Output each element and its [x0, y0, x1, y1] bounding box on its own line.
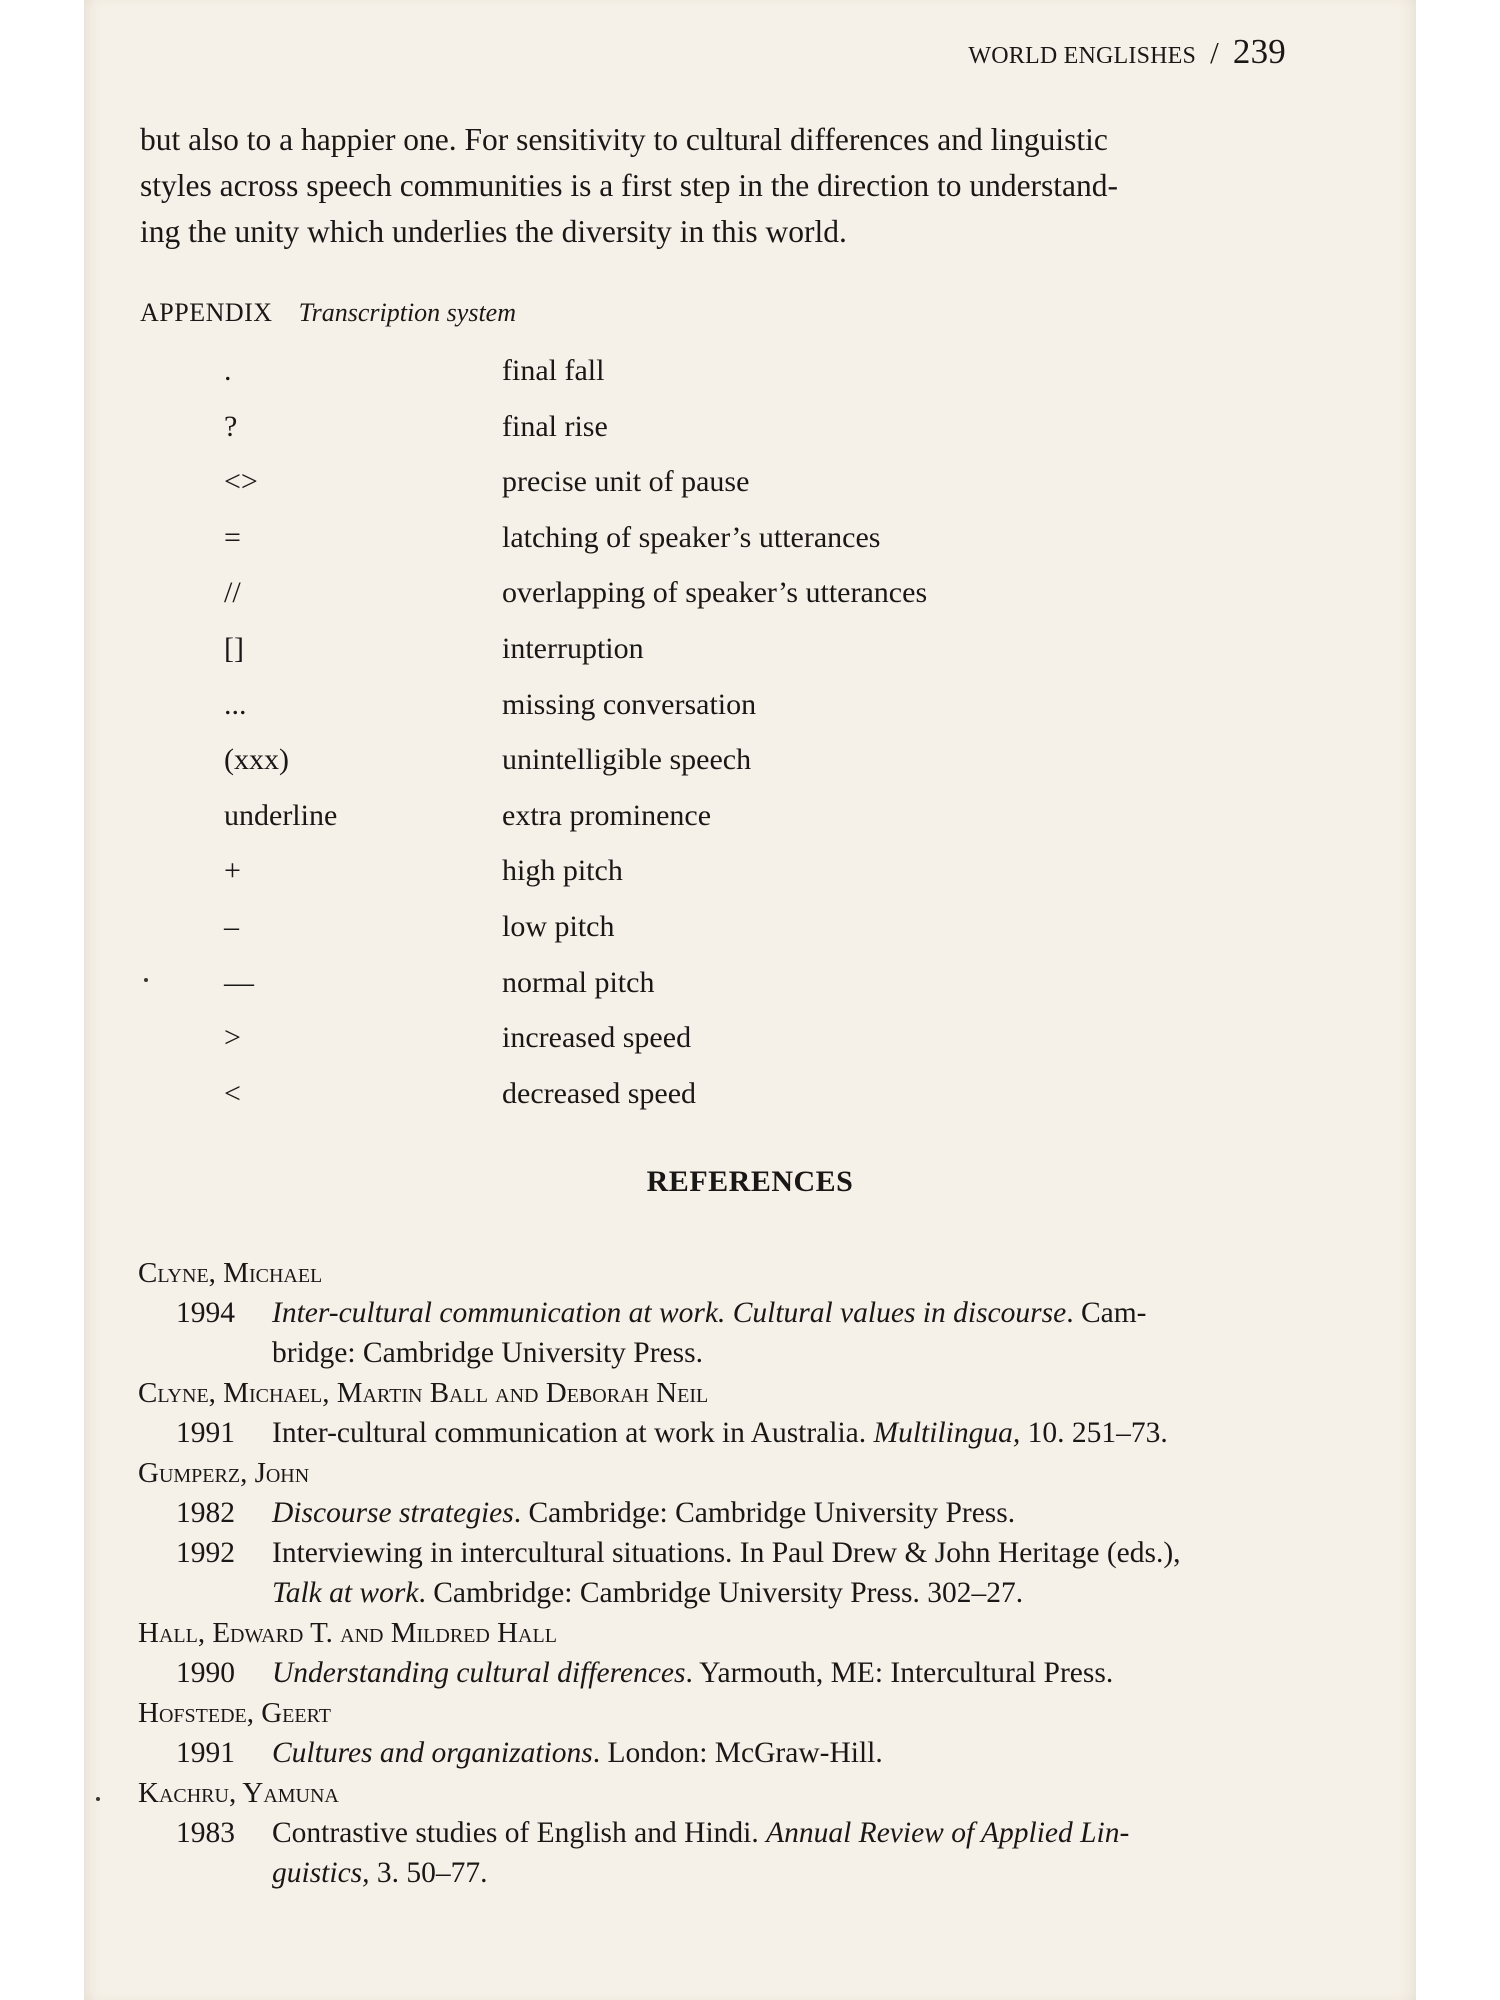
transcription-symbol: =: [224, 520, 241, 554]
running-head-title: WORLD ENGLISHES: [968, 43, 1197, 69]
reference-entry: [138, 1533, 1338, 1613]
transcription-symbol: –: [224, 910, 239, 943]
transcription-row: [84, 410, 1384, 466]
references-heading: REFERENCES: [646, 1165, 854, 1198]
reference-line: [272, 1533, 1338, 1573]
intro-line: styles across speech communities is a first step in the direction to understand-: [140, 168, 1119, 203]
reference-entry: [138, 1653, 1338, 1693]
reference-text: . Yarmouth, ME: Intercultural Press.: [685, 1657, 1114, 1689]
reference-year: 1983: [176, 1817, 235, 1849]
transcription-symbol: //: [224, 576, 241, 610]
appendix-heading: [140, 298, 516, 328]
stray-dot: [144, 978, 148, 982]
transcription-meaning: normal pitch: [502, 965, 655, 999]
reference-title: guistics,: [272, 1857, 370, 1889]
reference-year: 1992: [176, 1537, 235, 1569]
reference-entry: [138, 1293, 1338, 1373]
running-head-separator: /: [1210, 35, 1219, 70]
transcription-row: [84, 966, 1384, 1022]
reference-entry: [138, 1493, 1338, 1533]
transcription-symbol: (xxx): [224, 743, 289, 777]
transcription-meaning: increased speed: [502, 1021, 692, 1055]
transcription-meaning: latching of speaker’s utterances: [502, 520, 881, 554]
book-page: [84, 0, 1416, 2000]
reference-author: Hall, Edward T. and Mildred Hall: [138, 1617, 557, 1649]
transcription-symbol: underline: [224, 798, 338, 832]
reference-author: Clyne, Michael, Martin Ball and Deborah Neil: [138, 1377, 709, 1409]
reference-text: bridge: Cambridge University Press.: [272, 1337, 703, 1369]
reference-entry: [138, 1733, 1338, 1773]
transcription-meaning: final fall: [502, 354, 605, 387]
stray-dot: [96, 1797, 100, 1801]
reference-line: [272, 1293, 1338, 1333]
transcription-meaning: overlapping of speaker’s utterances: [502, 576, 928, 610]
intro-paragraph: [140, 117, 1290, 255]
reference-title: Multilingua,: [873, 1417, 1021, 1449]
reference-year: 1991: [176, 1737, 235, 1769]
transcription-row: [84, 688, 1384, 744]
reference-title: Discourse strategies: [272, 1497, 514, 1529]
reference-text: . Cambridge: Cambridge University Press. 302–27.: [418, 1577, 1024, 1609]
transcription-row: [84, 910, 1384, 966]
reference-line: [272, 1493, 1338, 1533]
transcription-symbol: +: [224, 854, 241, 888]
transcription-row: [84, 743, 1384, 799]
transcription-row: [84, 1021, 1384, 1077]
reference-text: Inter-cultural communication at work in Australia.: [272, 1417, 874, 1449]
transcription-row: [84, 799, 1384, 855]
reference-entry: [138, 1813, 1338, 1893]
reference-text: . Cam-: [1066, 1297, 1147, 1329]
reference-author: Clyne, Michael: [138, 1257, 323, 1289]
transcription-symbol: <>: [224, 465, 258, 499]
transcription-symbol: <: [224, 1076, 241, 1110]
transcription-row: [84, 854, 1384, 910]
page-number: 239: [1232, 32, 1286, 71]
running-head: [968, 32, 1286, 72]
appendix-label: APPENDIX: [140, 298, 273, 327]
intro-line: ing the unity which underlies the diversity in this world.: [140, 214, 847, 249]
transcription-row: [84, 576, 1384, 632]
reference-author: Kachru, Yamuna: [138, 1777, 339, 1809]
transcription-symbol: .: [224, 354, 232, 387]
reference-entry: [138, 1413, 1338, 1453]
transcription-meaning: missing conversation: [502, 687, 757, 721]
reference-line: [272, 1573, 1338, 1613]
reference-line: [272, 1733, 1338, 1773]
appendix-subtitle: Transcription system: [298, 298, 516, 327]
reference-title: Understanding cultural differences: [272, 1657, 686, 1689]
transcription-meaning: low pitch: [502, 910, 615, 943]
intro-line: but also to a happier one. For sensitivity to cultural differences and linguistic: [140, 122, 1108, 157]
reference-author: Hofstede, Geert: [138, 1697, 331, 1729]
reference-year: 1991: [176, 1417, 235, 1449]
transcription-row: [84, 632, 1384, 688]
transcription-symbol: ?: [224, 409, 238, 443]
transcription-row: [84, 465, 1384, 521]
reference-title: Cultures and organizations: [272, 1737, 593, 1769]
transcription-symbol: []: [224, 632, 244, 665]
transcription-row: [84, 521, 1384, 577]
transcription-meaning: decreased speed: [502, 1076, 697, 1110]
transcription-meaning: unintelligible speech: [502, 743, 752, 777]
reference-line: [272, 1813, 1338, 1853]
transcription-meaning: precise unit of pause: [502, 465, 750, 499]
reference-text: . London: McGraw-Hill.: [592, 1737, 883, 1769]
transcription-symbol: ...: [224, 687, 247, 721]
reference-text: 10. 251–73.: [1020, 1417, 1168, 1449]
transcription-meaning: high pitch: [502, 854, 623, 888]
reference-year: 1990: [176, 1657, 235, 1689]
reference-text: . Cambridge: Cambridge University Press.: [513, 1497, 1016, 1529]
transcription-symbol: >: [224, 1021, 241, 1055]
transcription-symbol: —: [224, 965, 254, 999]
reference-text: 3. 50–77.: [369, 1857, 488, 1889]
transcription-meaning: extra prominence: [502, 798, 712, 832]
reference-text: Interviewing in intercultural situations. In Paul Drew & John Heritage (eds.),: [272, 1537, 1181, 1569]
reference-line: [272, 1853, 1338, 1893]
transcription-meaning: interruption: [502, 632, 644, 665]
reference-author: Gumperz, John: [138, 1457, 310, 1489]
references-list: [138, 1253, 1338, 1893]
reference-line: [272, 1413, 1338, 1453]
reference-text: Contrastive studies of English and Hindi.: [272, 1817, 767, 1849]
transcription-meaning: final rise: [502, 409, 608, 443]
reference-title: Talk at work: [272, 1577, 419, 1609]
reference-line: [272, 1653, 1338, 1693]
transcription-row: [84, 1077, 1384, 1133]
reference-year: 1982: [176, 1497, 235, 1529]
reference-year: 1994: [176, 1297, 235, 1329]
reference-title: Annual Review of Applied Lin-: [766, 1817, 1130, 1849]
reference-title: Inter-cultural communication at work. Cultural values in discourse: [272, 1297, 1067, 1329]
transcription-row: [84, 354, 1384, 410]
reference-line: [272, 1333, 1338, 1373]
